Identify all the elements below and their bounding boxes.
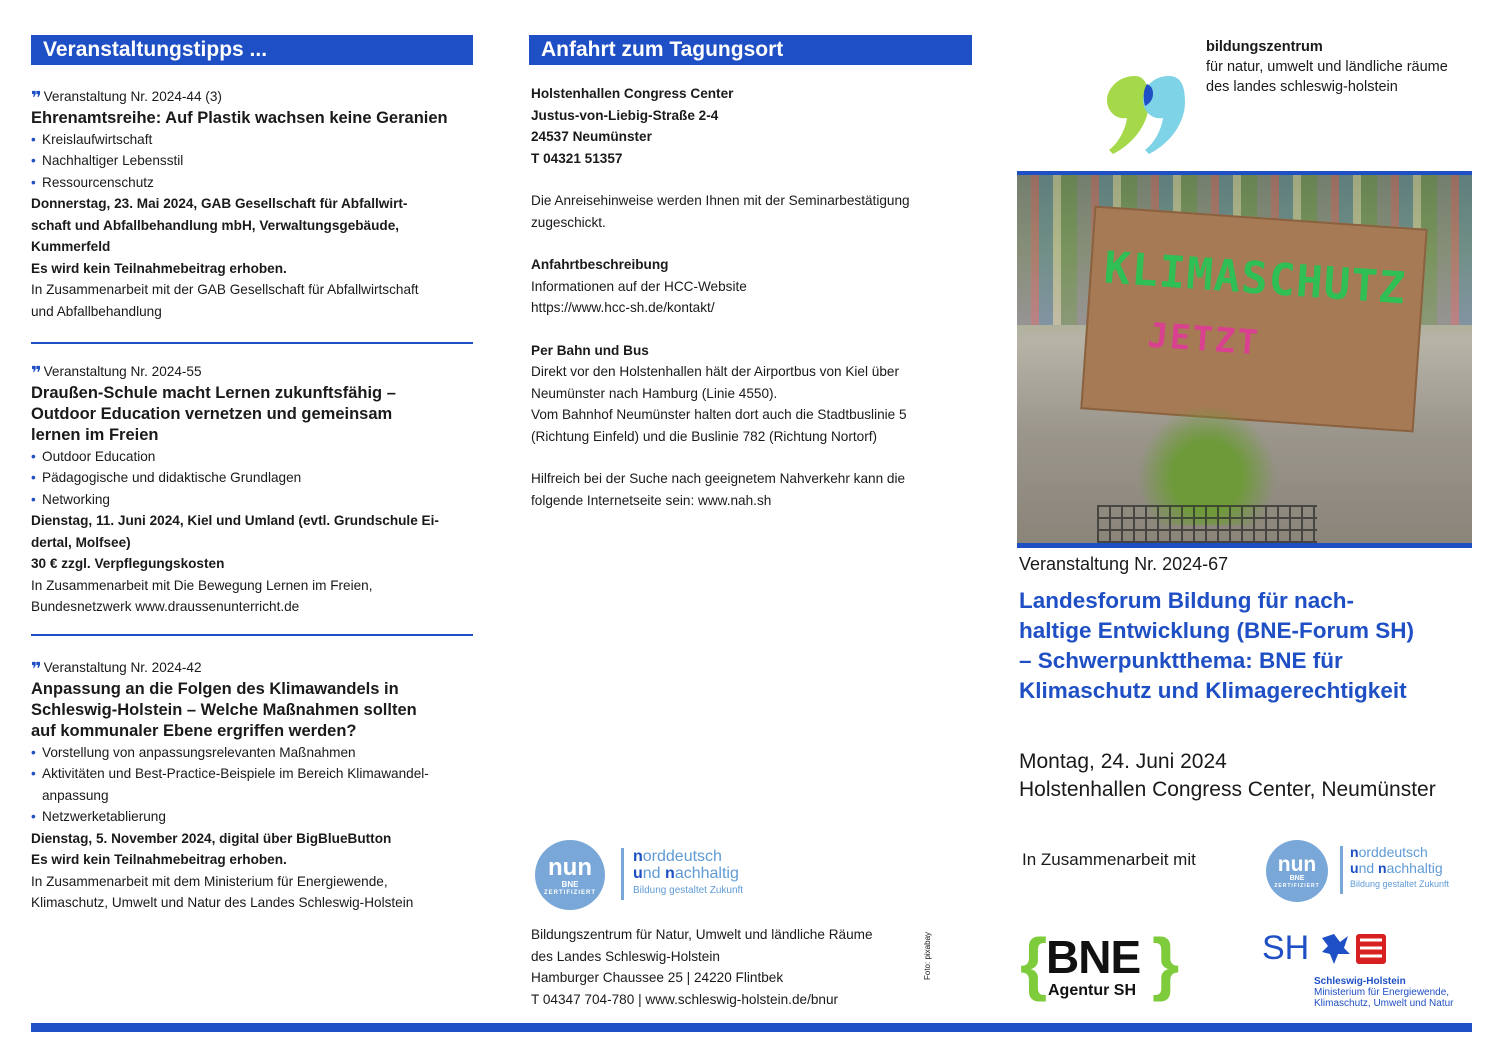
event-block-2024-44	[31, 86, 473, 322]
event-number: ❞ Veranstaltung Nr. 2024-55	[31, 363, 202, 383]
protest-sign: KLIMASCHUTZ JETZT	[1080, 206, 1427, 433]
quote-icon: ❞	[31, 363, 40, 383]
topic-item: • Vorstellung von anpassungsrelevanten Maßnahmen	[31, 742, 473, 764]
hcc-link[interactable]: https://www.hcc-sh.de/kontakt/	[531, 300, 715, 315]
bicycle-basket	[1097, 505, 1317, 543]
help-info: Hilfreich bei der Suche nach geeignetem Nahverkehr kann die folgende Internetseite sein: www.nah.sh	[531, 471, 906, 508]
col2-header: Anfahrt zum Tagungsort	[529, 35, 972, 65]
event-number: ❞ Veranstaltung Nr. 2024-44 (3)	[31, 88, 222, 108]
transit-title: Per Bahn und Bus	[531, 342, 649, 358]
quote-icon: ❞	[31, 88, 40, 108]
photo-credit: Foto: pixabay	[923, 931, 932, 980]
event-title: Anpassung an die Folgen des Klimawandels in Schleswig-Holstein – Welche Maßnahmen sollten auf kommunaler Ebene ergriffen werden?	[31, 679, 417, 740]
event-topics	[31, 742, 473, 828]
event-topics	[31, 129, 473, 194]
nun-circle-icon: nun BNE ZERTIFIZIERT	[1266, 840, 1328, 902]
event-partner: In Zusammenarbeit mit der GAB Gesellschaft für Abfallwirtschaft und Abfallbehandlung	[31, 282, 419, 319]
transit-info: Per Bahn und Bus Direkt vor den Holstenhallen hält der Airportbus von Kiel über Neumünster nach Hamburg (Linie 4550). Vom Bahnhof Neumünster halten dort auch die Stadtbuslinie 5 (Richtung Einfeld) und die Buslinie 782 (Richtung Nortorf)	[531, 342, 907, 444]
main-event-title: Landesforum Bildung für nach- haltige Entwicklung (BNE-Forum SH) – Schwerpunktthema: BNE für Klimaschutz und Klimagerechtigkeit	[1019, 588, 1415, 703]
bildungszentrum-logo	[1103, 70, 1193, 160]
directions-info: Anfahrtbeschreibung Informationen auf der HCC-Website https://www.hcc-sh.de/kontakt/	[531, 257, 747, 315]
event-number: ❞ Veranstaltung Nr. 2024-42	[31, 659, 202, 679]
topic-item: • Ressourcenschutz	[31, 172, 473, 194]
bne-agentur-logo: { BNE Agentur SH }	[1020, 924, 1180, 1002]
topic-item: • Aktivitäten und Best-Practice-Beispiele im Bereich Klimawandel- anpassung	[31, 763, 473, 806]
event-block-2024-55	[31, 361, 473, 618]
photo-bottom-bar	[1017, 543, 1472, 548]
event-fee: Es wird kein Teilnahmebeitrag erhoben.	[31, 852, 287, 867]
topic-item: • Netzwerketablierung	[31, 806, 473, 828]
topic-item: • Nachhaltiger Lebensstil	[31, 150, 473, 172]
event-block-2024-42	[31, 657, 473, 914]
brace-right-icon: }	[1152, 924, 1180, 1002]
footer-bar	[31, 1023, 1472, 1032]
quote-icon: ❞	[31, 659, 40, 679]
event-date-place: Dienstag, 5. November 2024, digital über BigBlueButton	[31, 830, 392, 846]
topic-item: • Pädagogische und didaktische Grundlagen	[31, 467, 473, 489]
bildungszentrum-wordmark: bildungszentrum für natur, umwelt und ländliche räume des landes schleswig-holstein	[1206, 39, 1448, 95]
arrival-info: Die Anreisehinweise werden Ihnen mit der Seminarbestätigung zugeschickt.	[531, 193, 910, 230]
klimaschutz-photo	[1017, 175, 1472, 543]
topic-item: • Kreislaufwirtschaft	[31, 129, 473, 151]
nun-logo-partner: nun BNE ZERTIFIZIERT norddeutsch und nachhaltig Bildung gestaltet Zukunft	[1266, 840, 1476, 900]
event-number-main: Veranstaltung Nr. 2024-67	[1019, 554, 1229, 574]
event-topics	[31, 446, 473, 511]
nun-wordmark: norddeutsch und nachhaltig Bildung gestaltet Zukunft	[633, 848, 744, 896]
nun-logo	[535, 840, 775, 910]
event-partner: In Zusammenarbeit mit dem Ministerium für Energiewende, Klimaschutz, Umwelt und Natur des Landes Schleswig-Holstein	[31, 873, 414, 910]
topic-item: • Networking	[31, 489, 473, 511]
directions-block	[531, 83, 971, 532]
cooperation-label: In Zusammenarbeit mit	[1022, 850, 1196, 869]
event-fee: 30 € zzgl. Verpflegungskosten	[31, 556, 225, 571]
event-fee: Es wird kein Teilnahmebeitrag erhoben.	[31, 260, 287, 276]
col1-header: Veranstaltungstipps ...	[31, 35, 473, 65]
event-title: Draußen-Schule macht Lernen zukunftsfähig – Outdoor Education vernetzen und gemeinsam lernen im Freien	[31, 383, 396, 444]
quote-logo-icon	[1103, 70, 1193, 160]
event-date-place: Dienstag, 11. Juni 2024, Kiel und Umland (evtl. Grundschule Ei- dertal, Molfsee)	[31, 513, 439, 550]
event-date-place: Donnerstag, 23. Mai 2024, GAB Gesellschaft für Abfallwirt- schaft und Abfallbehandlung mbH, Verwaltungsgebäude, Kummerfeld	[31, 196, 408, 254]
publisher-address: Bildungszentrum für Natur, Umwelt und ländliche Räume des Landes Schleswig-Holstein Hamburger Chaussee 25 | 24220 Flintbek T 04347 704-780 | www.schleswig-holstein.de/bnur	[531, 927, 873, 1007]
event-date: Montag, 24. Juni 2024 Holstenhallen Congress Center, Neumünster	[1019, 750, 1436, 801]
event-partner: In Zusammenarbeit mit Die Bewegung Lernen im Freien, Bundesnetzwerk www.draussenunterricht.de	[31, 577, 373, 614]
nun-circle-icon: nun BNE ZERTIFIZIERT	[535, 840, 605, 910]
sh-ministry-logo: SH Schleswig-Holstein Ministerium für Energiewende, Klimaschutz, Umwelt und Natur	[1262, 929, 1454, 1009]
event-title: Ehrenamtsreihe: Auf Plastik wachsen keine Geranien	[31, 108, 448, 127]
directions-title: Anfahrtbeschreibung	[531, 257, 669, 272]
topic-item: • Outdoor Education	[31, 446, 473, 468]
divider	[31, 634, 473, 636]
sh-coat-of-arms-icon	[1320, 932, 1390, 966]
venue-address: Holstenhallen Congress Center Justus-von-Liebig-Straße 2-4 24537 Neumünster T 04321 51357	[531, 86, 734, 166]
brace-left-icon: {	[1020, 924, 1048, 1002]
divider	[31, 342, 473, 344]
